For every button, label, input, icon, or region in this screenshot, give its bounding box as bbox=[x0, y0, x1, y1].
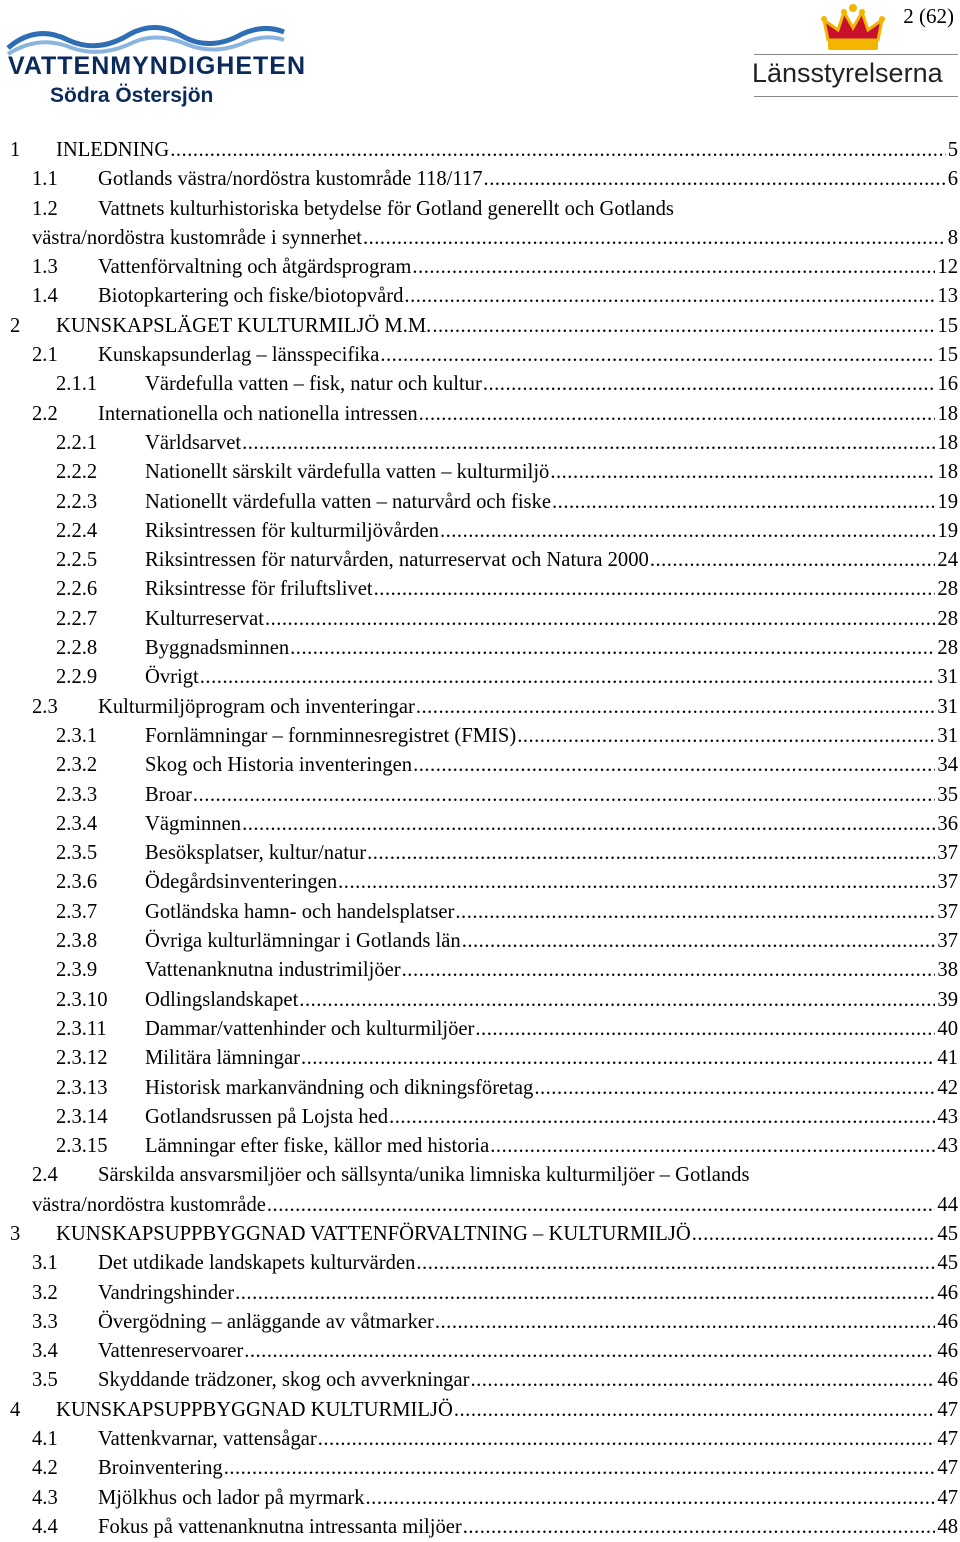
toc-leader-dots bbox=[404, 282, 935, 311]
toc-entry[interactable] bbox=[0, 1074, 960, 1103]
toc-label: Broinventering bbox=[98, 1457, 223, 1480]
toc-number: 2.1 bbox=[32, 344, 58, 367]
toc-page-number: 40 bbox=[937, 1017, 958, 1040]
toc-label: Lämningar efter fiske, källor med historia bbox=[145, 1135, 490, 1158]
toc-page-number: 6 bbox=[947, 168, 958, 191]
toc-leader-dots bbox=[416, 1249, 935, 1278]
toc-number: 2.2.2 bbox=[56, 461, 98, 484]
toc-label: Riksintressen för naturvården, naturreservat och Natura 2000 bbox=[145, 549, 649, 572]
toc-leader-dots bbox=[455, 898, 935, 927]
toc-entry[interactable] bbox=[0, 868, 960, 897]
toc-leader-dots bbox=[363, 224, 946, 253]
toc-number: 2.3.9 bbox=[56, 959, 98, 982]
toc-entry[interactable] bbox=[0, 810, 960, 839]
toc-number: 2.3.3 bbox=[56, 783, 98, 806]
toc-label: Vattenkvarnar, vattensågar bbox=[98, 1428, 317, 1451]
toc-number: 2.3.8 bbox=[56, 930, 98, 953]
toc-entry[interactable] bbox=[0, 956, 960, 985]
toc-leader-dots bbox=[463, 1513, 936, 1542]
toc-leader-dots bbox=[462, 927, 936, 956]
toc-number: 1.1 bbox=[32, 168, 58, 191]
toc-number: 3 bbox=[10, 1222, 21, 1245]
toc-leader-dots bbox=[484, 165, 946, 194]
toc-leader-dots bbox=[419, 400, 936, 429]
toc-entry[interactable] bbox=[0, 488, 960, 517]
toc-number: 4.1 bbox=[32, 1428, 58, 1451]
toc-label: Vägminnen bbox=[145, 812, 242, 835]
toc-page-number: 37 bbox=[937, 900, 958, 923]
vattenmyndigheten-logo bbox=[6, 22, 307, 107]
toc-entry[interactable] bbox=[0, 1425, 960, 1454]
toc-page-number: 41 bbox=[937, 1047, 958, 1070]
toc-number: 2.3 bbox=[32, 695, 58, 718]
toc-entry[interactable] bbox=[0, 1015, 960, 1044]
toc-number: 1 bbox=[10, 139, 21, 161]
toc-number: 2.3.10 bbox=[56, 988, 108, 1011]
org-title: VATTENMYNDIGHETEN bbox=[8, 52, 307, 80]
toc-label: Världsarvet bbox=[145, 431, 242, 454]
toc-label: Byggnadsminnen bbox=[145, 637, 290, 660]
toc-label: Kulturmiljöprogram och inventeringar bbox=[98, 695, 415, 718]
toc-label: Vattnets kulturhistoriska betydelse för Gotland generellt och Gotlands bbox=[98, 197, 674, 220]
toc-page-number: 46 bbox=[937, 1310, 958, 1333]
toc-entry[interactable] bbox=[0, 429, 960, 458]
toc-entry[interactable] bbox=[0, 282, 960, 311]
toc-page-number: 31 bbox=[937, 724, 958, 747]
toc-page-number: 5 bbox=[947, 139, 958, 161]
toc-label: Särskilda ansvarsmiljöer och sällsynta/unika limniska kulturmiljöer – Gotlands bbox=[98, 1164, 750, 1187]
toc-label: Fornlämningar – fornminnesregistret (FMIS) bbox=[145, 724, 517, 747]
toc-page-number: 37 bbox=[937, 930, 958, 953]
toc-entry[interactable] bbox=[0, 634, 960, 663]
toc-number: 2.3.1 bbox=[56, 724, 98, 747]
toc-leader-dots bbox=[267, 1191, 936, 1220]
toc-page-number: 12 bbox=[937, 256, 958, 279]
toc-entry[interactable] bbox=[0, 458, 960, 487]
toc-page-number: 44 bbox=[937, 1193, 958, 1216]
toc-page-number: 46 bbox=[937, 1369, 958, 1392]
org-subtitle: Södra Östersjön bbox=[50, 84, 214, 107]
toc-entry[interactable] bbox=[0, 1366, 960, 1395]
toc-entry[interactable] bbox=[0, 898, 960, 927]
toc-number: 2.3.2 bbox=[56, 754, 98, 777]
toc-page-number: 15 bbox=[937, 314, 958, 337]
toc-number: 2.2 bbox=[32, 402, 58, 425]
toc-label: Gotlands västra/nordöstra kustområde 118/117 bbox=[98, 168, 483, 191]
toc-leader-dots bbox=[299, 986, 935, 1015]
toc-leader-dots bbox=[432, 312, 935, 341]
toc-page-number: 43 bbox=[937, 1105, 958, 1128]
toc-number: 4.3 bbox=[32, 1486, 58, 1509]
toc-entry[interactable] bbox=[0, 1454, 960, 1483]
toc-page-number: 39 bbox=[937, 988, 958, 1011]
toc-leader-dots bbox=[483, 370, 936, 399]
toc-number: 2.2.5 bbox=[56, 549, 98, 572]
toc-leader-dots bbox=[550, 458, 935, 487]
toc-entry[interactable] bbox=[0, 722, 960, 751]
toc-label: Historisk markanvändning och dikningsföretag bbox=[145, 1076, 534, 1099]
toc-page-number: 13 bbox=[937, 285, 958, 308]
toc-label: Biotopkartering och fiske/biotopvård bbox=[98, 285, 404, 308]
toc-label: INLEDNING bbox=[56, 139, 170, 161]
toc-number: 2.3.11 bbox=[56, 1017, 107, 1040]
toc-leader-dots bbox=[454, 1396, 936, 1425]
toc-label: Värdefulla vatten – fisk, natur och kultur bbox=[145, 373, 482, 396]
toc-label: Kunskapsunderlag – länsspecifika bbox=[98, 344, 380, 367]
toc-entry[interactable] bbox=[0, 605, 960, 634]
toc-page-number: 46 bbox=[937, 1281, 958, 1304]
toc-leader-dots bbox=[366, 1484, 936, 1513]
toc-number: 2.3.13 bbox=[56, 1076, 108, 1099]
toc-number: 2.2.9 bbox=[56, 666, 98, 689]
toc-label: Fokus på vattenanknutna intressanta miljöer bbox=[98, 1515, 462, 1538]
toc-page-number: 47 bbox=[937, 1486, 958, 1509]
toc-entry-continuation[interactable] bbox=[0, 1191, 960, 1220]
toc-leader-dots bbox=[200, 663, 936, 692]
toc-leader-dots bbox=[413, 751, 935, 780]
toc-page-number: 36 bbox=[937, 812, 958, 835]
toc-leader-dots bbox=[517, 722, 935, 751]
toc-page-number: 42 bbox=[937, 1076, 958, 1099]
toc-leader-dots bbox=[380, 341, 935, 370]
toc-page-number: 35 bbox=[937, 783, 958, 806]
toc-number: 4.4 bbox=[32, 1515, 58, 1538]
toc-leader-dots bbox=[552, 488, 935, 517]
toc-leader-dots bbox=[412, 253, 935, 282]
toc-label-continuation: västra/nordöstra kustområde i synnerhet bbox=[32, 226, 362, 249]
toc-number: 2.2.4 bbox=[56, 519, 98, 542]
toc-leader-dots bbox=[244, 1337, 935, 1366]
toc-page-number: 37 bbox=[937, 842, 958, 865]
toc-leader-dots bbox=[470, 1366, 935, 1395]
toc-leader-dots bbox=[224, 1454, 936, 1483]
toc-label: Besöksplatser, kultur/natur bbox=[145, 842, 367, 865]
toc-entry-continuation[interactable] bbox=[0, 224, 960, 253]
toc-number: 2.2.8 bbox=[56, 637, 98, 660]
toc-entry[interactable] bbox=[0, 517, 960, 546]
toc-entry[interactable] bbox=[0, 1044, 960, 1073]
toc-entry[interactable] bbox=[0, 693, 960, 722]
toc-entry[interactable] bbox=[0, 1337, 960, 1366]
toc-page-number: 47 bbox=[937, 1457, 958, 1480]
toc-leader-dots bbox=[389, 1103, 935, 1132]
toc-number: 3.5 bbox=[32, 1369, 58, 1392]
toc-entry[interactable] bbox=[0, 1396, 960, 1425]
toc-page-number: 28 bbox=[937, 637, 958, 660]
partner-name: Länsstyrelserna bbox=[752, 58, 943, 88]
toc-label-continuation: västra/nordöstra kustområde bbox=[32, 1193, 266, 1216]
toc-entry[interactable] bbox=[0, 1513, 960, 1542]
toc-leader-dots bbox=[475, 1015, 935, 1044]
toc-entry[interactable] bbox=[0, 1279, 960, 1308]
toc-page-number: 18 bbox=[937, 431, 958, 454]
toc-label: Militära lämningar bbox=[145, 1047, 300, 1070]
toc-label: Gotlandsrussen på Lojsta hed bbox=[145, 1105, 389, 1128]
toc-page-number: 46 bbox=[937, 1340, 958, 1363]
toc-entry[interactable] bbox=[0, 1132, 960, 1161]
toc-number: 4.2 bbox=[32, 1457, 58, 1480]
toc-entry[interactable] bbox=[0, 751, 960, 780]
toc-leader-dots bbox=[242, 810, 935, 839]
toc-leader-dots bbox=[534, 1074, 935, 1103]
toc-page-number: 31 bbox=[937, 666, 958, 689]
toc-number: 1.4 bbox=[32, 285, 58, 308]
toc-page-number: 8 bbox=[947, 226, 958, 249]
toc-label: KUNSKAPSLÄGET KULTURMILJÖ M.M. bbox=[56, 314, 432, 337]
toc-leader-dots bbox=[374, 575, 936, 604]
toc-leader-dots bbox=[242, 429, 935, 458]
toc-page-number: 48 bbox=[937, 1515, 958, 1538]
toc-page-number: 37 bbox=[937, 871, 958, 894]
toc-number: 3.2 bbox=[32, 1281, 58, 1304]
toc-label: Det utdikade landskapets kulturvärden bbox=[98, 1252, 416, 1275]
toc-number: 3.1 bbox=[32, 1252, 58, 1275]
toc-page-number: 15 bbox=[937, 344, 958, 367]
toc-number: 2.4 bbox=[32, 1164, 58, 1187]
toc-label: Skog och Historia inventeringen bbox=[145, 754, 413, 777]
toc-entry[interactable] bbox=[0, 839, 960, 868]
toc-entry[interactable] bbox=[0, 400, 960, 429]
toc-label: KUNSKAPSUPPBYGGNAD KULTURMILJÖ bbox=[56, 1398, 453, 1421]
toc-label: Vattenförvaltning och åtgärdsprogram bbox=[98, 256, 412, 279]
toc-entry[interactable] bbox=[0, 986, 960, 1015]
toc-entry[interactable] bbox=[0, 546, 960, 575]
lansstyrelserna-logo bbox=[748, 0, 958, 100]
toc-leader-dots bbox=[435, 1308, 936, 1337]
toc-page-number: 18 bbox=[937, 461, 958, 484]
toc-entry[interactable] bbox=[0, 370, 960, 399]
toc-leader-dots bbox=[290, 634, 935, 663]
toc-leader-dots bbox=[440, 517, 935, 546]
toc-entry[interactable] bbox=[0, 341, 960, 370]
toc-page-number: 19 bbox=[937, 519, 958, 542]
toc-entry[interactable] bbox=[0, 312, 960, 341]
toc-page-number: 28 bbox=[937, 607, 958, 630]
toc-entry[interactable] bbox=[0, 1308, 960, 1337]
toc-number: 1.2 bbox=[32, 197, 58, 220]
toc-label: KUNSKAPSUPPBYGGNAD VATTENFÖRVALTNING – KULTURMILJÖ bbox=[56, 1222, 691, 1245]
toc-leader-dots bbox=[193, 781, 936, 810]
toc-leader-dots bbox=[235, 1279, 935, 1308]
toc-label: Riksintresse för friluftslivet bbox=[145, 578, 373, 601]
toc-label: Vattenreservoarer bbox=[98, 1340, 244, 1363]
toc-page-number: 43 bbox=[937, 1135, 958, 1158]
toc-entry[interactable] bbox=[0, 1249, 960, 1278]
toc-label: Dammar/vattenhinder och kulturmiljöer bbox=[145, 1017, 475, 1040]
toc-number: 2.2.3 bbox=[56, 490, 98, 513]
toc-entry[interactable] bbox=[0, 1103, 960, 1132]
toc-entry[interactable] bbox=[0, 781, 960, 810]
toc-label: Riksintressen för kulturmiljövården bbox=[145, 519, 439, 542]
toc-page-number: 45 bbox=[937, 1222, 958, 1245]
toc-number: 2.3.12 bbox=[56, 1047, 108, 1070]
toc-leader-dots bbox=[318, 1425, 936, 1454]
toc-label: Övrigt bbox=[145, 666, 199, 689]
toc-page-number: 31 bbox=[937, 695, 958, 718]
toc-leader-dots bbox=[402, 956, 936, 985]
toc-label: Mjölkhus och lador på myrmark bbox=[98, 1486, 365, 1509]
toc-entry[interactable] bbox=[0, 136, 960, 165]
table-of-contents bbox=[0, 136, 960, 1542]
toc-page-number: 24 bbox=[937, 549, 958, 572]
toc-page-number: 19 bbox=[937, 490, 958, 513]
toc-label: Nationellt värdefulla vatten – naturvård och fiske bbox=[145, 490, 552, 513]
toc-entry[interactable] bbox=[0, 663, 960, 692]
toc-label: Vattenanknutna industrimiljöer bbox=[145, 959, 401, 982]
toc-leader-dots bbox=[367, 839, 935, 868]
crown-icon bbox=[820, 2, 886, 54]
toc-entry[interactable] bbox=[0, 1161, 960, 1190]
toc-number: 2 bbox=[10, 314, 21, 337]
toc-entry[interactable] bbox=[0, 575, 960, 604]
toc-entry[interactable] bbox=[0, 165, 960, 194]
toc-label: Ödegårdsinventeringen bbox=[145, 871, 338, 894]
toc-label: Internationella och nationella intressen bbox=[98, 402, 418, 425]
toc-number: 2.1.1 bbox=[56, 373, 98, 396]
toc-label: Skyddande trädzoner, skog och avverkningar bbox=[98, 1369, 470, 1392]
toc-entry[interactable] bbox=[0, 927, 960, 956]
page-number: 2 (62) bbox=[903, 4, 954, 28]
toc-number: 3.3 bbox=[32, 1310, 58, 1333]
toc-label: Kulturreservat bbox=[145, 607, 264, 630]
toc-number: 3.4 bbox=[32, 1340, 58, 1363]
toc-page-number: 28 bbox=[937, 578, 958, 601]
toc-entry[interactable] bbox=[0, 1484, 960, 1513]
toc-entry[interactable] bbox=[0, 253, 960, 282]
toc-page-number: 38 bbox=[937, 959, 958, 982]
toc-number: 2.2.1 bbox=[56, 431, 98, 454]
toc-leader-dots bbox=[338, 868, 935, 897]
toc-page-number: 34 bbox=[937, 754, 958, 777]
toc-page-number: 16 bbox=[937, 373, 958, 396]
page-header bbox=[0, 0, 960, 118]
toc-page-number: 45 bbox=[937, 1252, 958, 1275]
toc-label: Vandringshinder bbox=[98, 1281, 235, 1304]
toc-number: 2.2.6 bbox=[56, 578, 98, 601]
toc-label: Gotländska hamn- och handelsplatser bbox=[145, 900, 455, 923]
toc-number: 2.3.6 bbox=[56, 871, 98, 894]
toc-leader-dots bbox=[692, 1220, 936, 1249]
toc-number: 1.3 bbox=[32, 256, 58, 279]
toc-label: Övergödning – anläggande av våtmarker bbox=[98, 1310, 434, 1333]
toc-page-number: 18 bbox=[937, 402, 958, 425]
toc-page-number: 47 bbox=[937, 1398, 958, 1421]
toc-number: 2.3.14 bbox=[56, 1105, 108, 1128]
toc-leader-dots bbox=[490, 1132, 935, 1161]
toc-leader-dots bbox=[650, 546, 936, 575]
toc-label: Broar bbox=[145, 783, 192, 806]
toc-number: 2.3.4 bbox=[56, 812, 98, 835]
toc-label: Övriga kulturlämningar i Gotlands län bbox=[145, 930, 461, 953]
toc-number: 2.3.5 bbox=[56, 842, 98, 865]
toc-leader-dots bbox=[170, 136, 945, 165]
logo-divider-top bbox=[754, 54, 958, 55]
toc-leader-dots bbox=[265, 605, 935, 634]
toc-entry[interactable] bbox=[0, 195, 960, 224]
toc-leader-dots bbox=[416, 693, 936, 722]
toc-number: 2.3.15 bbox=[56, 1135, 108, 1158]
toc-number: 4 bbox=[10, 1398, 21, 1421]
toc-label: Nationellt särskilt värdefulla vatten – kulturmiljö bbox=[145, 461, 550, 484]
toc-label: Odlingslandskapet bbox=[145, 988, 299, 1011]
toc-leader-dots bbox=[301, 1044, 935, 1073]
toc-number: 2.2.7 bbox=[56, 607, 98, 630]
logo-divider-bottom bbox=[754, 96, 958, 97]
toc-page-number: 47 bbox=[937, 1428, 958, 1451]
toc-entry[interactable] bbox=[0, 1220, 960, 1249]
toc-number: 2.3.7 bbox=[56, 900, 98, 923]
wave-logo-icon bbox=[6, 22, 286, 56]
